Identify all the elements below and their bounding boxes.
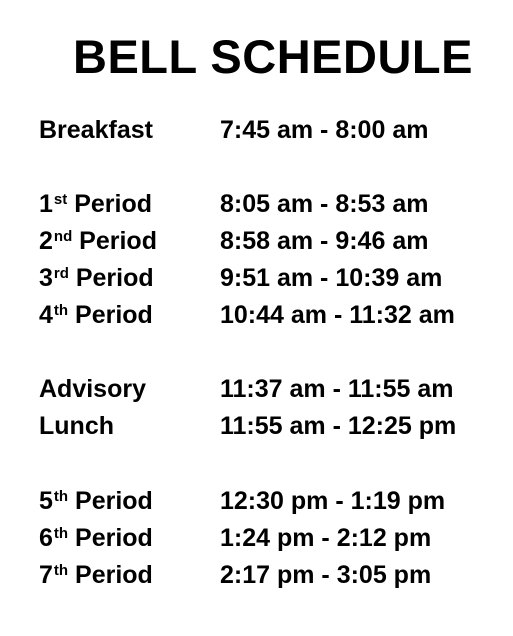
ordinal-suffix: th <box>53 301 69 319</box>
ordinal-suffix: rd <box>53 264 69 282</box>
row-time: 8:05 am - 8:53 am <box>220 190 429 218</box>
row-time: 1:24 pm - 2:12 pm <box>220 524 432 552</box>
period-number: 7 <box>39 561 53 589</box>
row-label <box>39 559 153 591</box>
period-number: 6 <box>39 524 53 552</box>
row-label: Breakfast <box>39 116 153 144</box>
row-time: 9:51 am - 10:39 am <box>220 264 443 292</box>
row-label: Advisory <box>39 375 146 403</box>
period-word: Period <box>68 561 153 589</box>
row-time: 2:17 pm - 3:05 pm <box>220 561 432 589</box>
row-time: 12:30 pm - 1:19 pm <box>220 487 446 515</box>
period-number: 4 <box>39 301 53 329</box>
row-time: 8:58 am - 9:46 am <box>220 227 429 255</box>
row-label <box>39 522 153 554</box>
row-time: 11:37 am - 11:55 am <box>220 375 454 403</box>
row-label <box>39 485 153 517</box>
row-time: 10:44 am - 11:32 am <box>220 301 455 329</box>
period-number: 2 <box>39 227 53 255</box>
period-word: Period <box>68 264 154 292</box>
period-number: 1 <box>39 190 53 218</box>
ordinal-suffix: th <box>53 487 69 505</box>
row-label: Lunch <box>39 412 114 440</box>
ordinal-suffix: th <box>53 561 69 579</box>
period-word: Period <box>68 524 153 552</box>
row-label <box>39 299 153 331</box>
ordinal-suffix: st <box>53 190 68 208</box>
period-word: Period <box>68 301 153 329</box>
ordinal-suffix: nd <box>53 227 73 245</box>
period-word: Period <box>72 227 157 255</box>
row-time: 11:55 am - 12:25 pm <box>220 412 457 440</box>
period-word: Period <box>67 190 152 218</box>
period-word: Period <box>68 487 153 515</box>
row-label <box>39 262 154 294</box>
period-number: 3 <box>39 264 53 292</box>
ordinal-suffix: th <box>53 524 69 542</box>
period-number: 5 <box>39 487 53 515</box>
page-title: BELL SCHEDULE <box>73 30 473 83</box>
row-time: 7:45 am - 8:00 am <box>220 116 429 144</box>
row-label <box>39 225 157 257</box>
row-label <box>39 188 152 220</box>
